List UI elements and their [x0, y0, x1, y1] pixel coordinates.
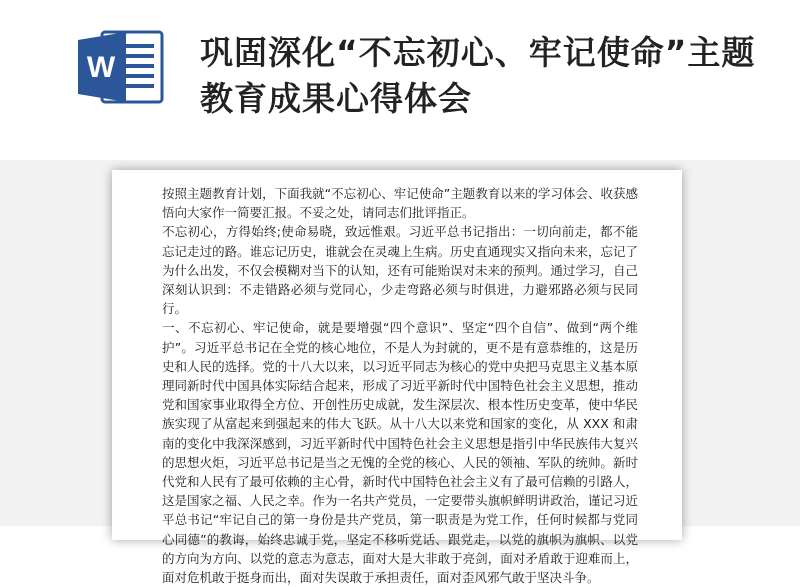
- paragraph: 一、不忘初心、牢记使命，就是要增强“四个意识”、坚定“四个自信”、做到“两个维护”。习近平总书记在全党的核心地位，不是人为封就的，更不是有意恭维的，这是历史和人民的选择。党的十八大以来，以习近平同志为核心的党中央把马克思主义基本原理同新时代中国具体实际结合起来，形成了习近平新时代中国特色社会主义思想，推动党和国家事业取得全方位、开创性历史成就，发生深层次、根本性历史变革，使中华民族实现了从富起来到强起来的伟大飞跃。从十八大以来党和国家的变化，从 XXX 和肃南的变化中我深深感到，习近平新时代中国特色社会主义思想是指引中华民族伟大复兴的思想火炬，习近平总书记是当之无愧的全党的核心、人民的领袖、军队的统帅。新时代党和人民有了最可依赖的主心骨，新时代中国特色社会主义有了最可信赖的引路人，这是国家之福、人民之幸。作为一名共产党员，一定要带头旗帜鲜明讲政治，谨记习近平总书记“牢记自己的第一身份是共产党员，第一职责是为党工作，任何时候都与党同心同德”的教诲，始终忠诚于党，坚定不移听党话、跟党走，以党的旗帜为旗帜、以党的方向为方向、以党的意志为意志，面对大是大非敢于亮剑，面对矛盾敢于迎难而上，面对危机敢于挺身而出，面对失误敢于承担责任，面对歪风邪气敢于坚决斗争。: [162, 320, 638, 586]
- document-body: [162, 184, 638, 587]
- word-document-icon: [76, 30, 164, 104]
- document-page: [112, 170, 682, 586]
- svg-text:W: W: [86, 51, 116, 84]
- paragraph: 不忘初心，方得始终;使命易晓，致远惟艰。习近平总书记指出：一切向前走，都不能忘记走过的路。谁忘记历史，谁就会在灵魂上生病。历史直通现实又指向未来，忘记了为什么出发，不仅会模糊对当下的认知，还有可能贻误对未来的预判。通过学习，自己深刻认识到：不走错路必须与党同心，少走弯路必须与时俱进，力避邪路必须与民同行。: [162, 224, 638, 317]
- header: [0, 0, 800, 160]
- paragraph: 按照主题教育计划，下面我就“不忘初心、牢记使命”主题教育以来的学习体会、收获感悟向大家作一简要汇报。不妥之处，请同志们批评指正。: [162, 186, 638, 221]
- document-title: 巩固深化“不忘初心、牢记使命”主题教育成果心得体会: [200, 33, 756, 118]
